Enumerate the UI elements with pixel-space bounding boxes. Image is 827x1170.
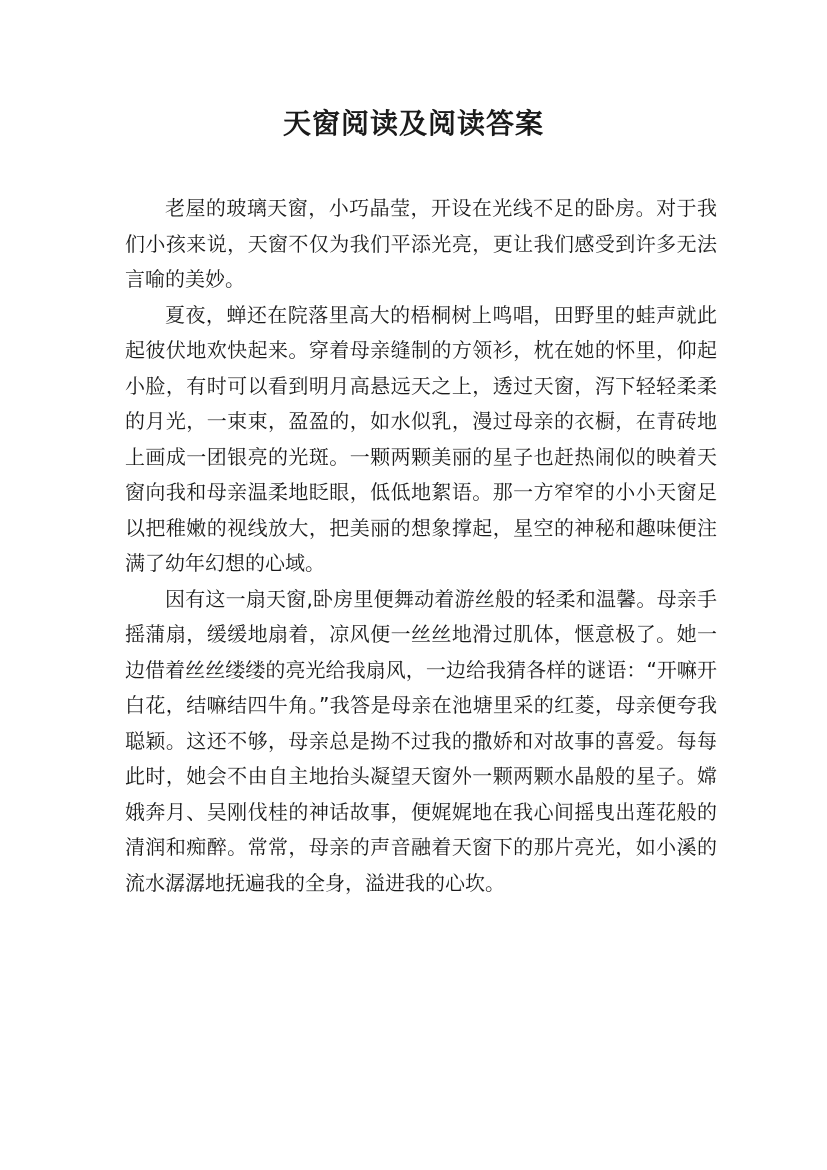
document-title: 天窗阅读及阅读答案 <box>282 107 544 140</box>
paragraph-1: 老屋的玻璃天窗，小巧晶莹，开设在光线不足的卧房。对于我们小孩来说，天窗不仅为我们平添光亮，更让我们感受到许多无法言喻的美妙。 <box>125 196 717 291</box>
document-body <box>125 191 717 901</box>
paragraph-3: 因有这一扇天窗,卧房里便舞动着游丝般的轻柔和温馨。母亲手摇蒲扇，缓缓地扇着，凉风便一丝丝地滑过肌体，惬意极了。她一边借着丝丝缕缕的亮光给我扇风，一边给我猜各样的谜语：“开嘛开白花，结嘛结四牛角。”我答是母亲在池塘里采的红菱，母亲便夸我聪颖。这还不够，母亲总是拗不过我的撒娇和对故事的喜爱。每每此时，她会不由自主地抬头凝望天窗外一颗两颗水晶般的星子。嫦娥奔月、吴刚伐桂的神话故事，便娓娓地在我心间摇曳出莲花般的清润和痴醉。常常，母亲的声音融着天窗下的那片亮光，如小溪的流水潺潺地抚遍我的全身，溢进我的心坎。 <box>125 586 717 895</box>
paragraph-2: 夏夜，蝉还在院落里高大的梧桐树上鸣唱，田野里的蛙声就此起彼伏地欢快起来。穿着母亲缝制的方领衫，枕在她的怀里，仰起小脸，有时可以看到明月高悬远天之上，透过天窗，泻下轻轻柔柔的月光，一束束，盈盈的，如水似乳，漫过母亲的衣橱，在青砖地上画成一团银亮的光斑。一颗两颗美丽的星子也赶热闹似的映着天窗向我和母亲温柔地眨眼，低低地絮语。那一方窄窄的小小天窗足以把稚嫩的视线放大，把美丽的想象撑起，星空的神秘和趣味便注满了幼年幻想的心域。 <box>125 302 717 575</box>
